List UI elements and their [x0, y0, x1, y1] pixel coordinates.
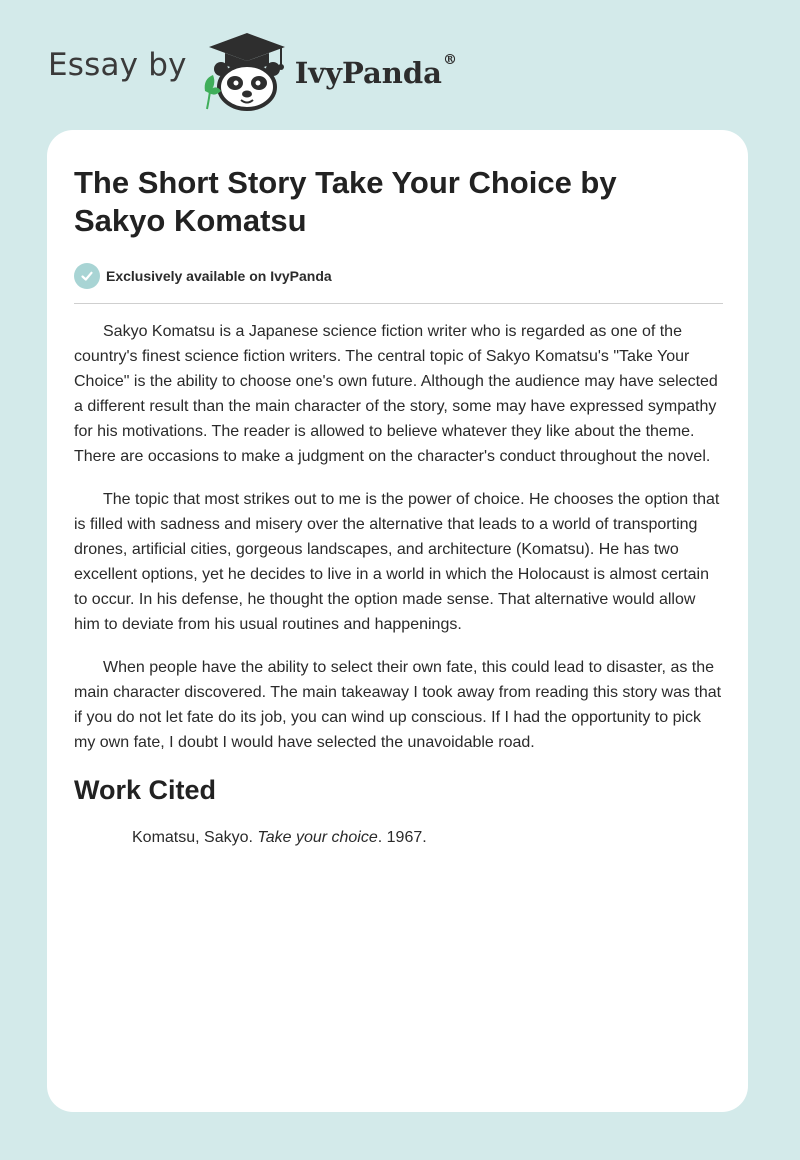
works-cited-heading: Work Cited — [74, 775, 217, 805]
citation-rest: . 1967. — [377, 829, 427, 846]
citation-work-title: Take your choice — [257, 829, 378, 846]
panda-logo-icon[interactable] — [201, 31, 293, 111]
registered-mark: ® — [442, 52, 457, 68]
essay-by-label: Essay by — [48, 47, 187, 83]
citation — [74, 825, 724, 850]
essay-card — [47, 130, 748, 1112]
paragraph: When people have the ability to select their own fate, this could lead to disaster, as the main character discovered. The main takeaway I took away from reading this story was that if you do not let fate do its job, you can wind up conscious. If I had the opportunity to pick my own fate, I doubt I would have selected the unavoidable road. — [74, 659, 722, 751]
paragraph: The topic that most strikes out to me is the power of choice. He chooses the option that is filled with sadness and misery over the alternative that leads to a world of transporting drones, artificial cities, gorgeous landscapes, and architecture (Komatsu). He has two excellent options, yet he decides to live in a world in which the Holocaust is almost certain to occur. In his defense, he thought the option made sense. That alternative would allow him to deviate from his usual routines and happenings. — [74, 491, 720, 633]
check-circle-icon — [74, 263, 100, 289]
page-title: The Short Story Take Your Choice by Sakyo Komatsu — [74, 165, 617, 238]
exclusive-badge — [74, 263, 332, 289]
citation-author: Komatsu, Sakyo. — [132, 829, 258, 846]
exclusive-text: Exclusively available on IvyPanda — [106, 268, 332, 284]
site-header — [48, 30, 457, 110]
paragraph: Sakyo Komatsu is a Japanese science fiction writer who is regarded as one of the country's finest science fiction writers. The central topic of Sakyo Komatsu's "Take Your Choice" is the ability to choose one's own future. Although the audience may have selected a different result than the main character of the story, some may have expressed sympathy for his motivations. The reader is allowed to believe whatever they like about the theme. There are occasions to make a judgment on the character's conduct throughout the novel. — [74, 323, 718, 465]
divider — [74, 303, 723, 304]
essay-body — [74, 319, 724, 868]
brand-name[interactable] — [294, 52, 457, 90]
brand-text: IvyPanda — [294, 56, 442, 90]
